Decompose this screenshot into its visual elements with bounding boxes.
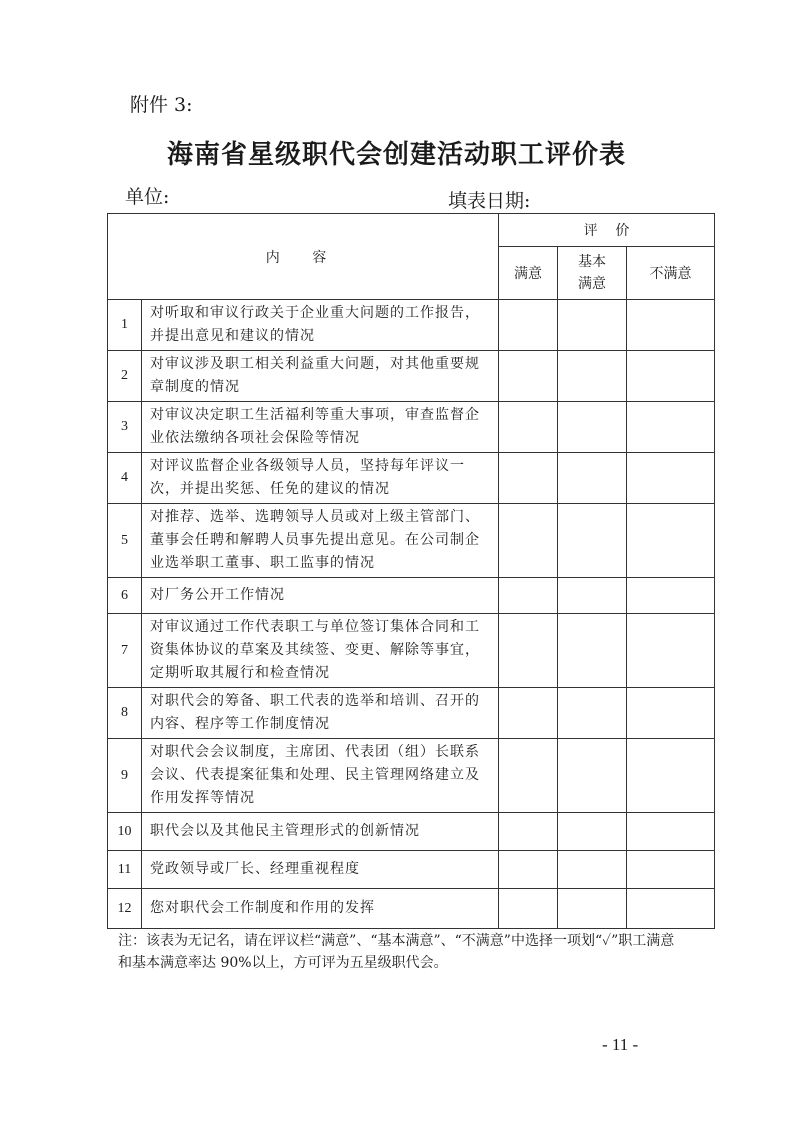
rating-cell-satisfied[interactable] bbox=[499, 351, 558, 402]
row-content: 对厂务公开工作情况 bbox=[142, 578, 499, 614]
row-number: 3 bbox=[108, 402, 142, 453]
rating-cell-satisfied[interactable] bbox=[499, 453, 558, 504]
rating-cell-dissatisfied[interactable] bbox=[627, 851, 715, 889]
table-row bbox=[108, 504, 715, 578]
rating-cell-dissatisfied[interactable] bbox=[627, 813, 715, 851]
row-content: 对审议涉及职工相关利益重大问题，对其他重要规章制度的情况 bbox=[142, 351, 499, 402]
attachment-label: 附件 3: bbox=[130, 94, 193, 116]
rating-cell-basically-satisfied[interactable] bbox=[558, 851, 627, 889]
rating-cell-dissatisfied[interactable] bbox=[627, 402, 715, 453]
rating-cell-satisfied[interactable] bbox=[499, 578, 558, 614]
rating-cell-basically-satisfied[interactable] bbox=[558, 739, 627, 813]
rating-cell-dissatisfied[interactable] bbox=[627, 504, 715, 578]
table-row bbox=[108, 688, 715, 739]
rating-cell-satisfied[interactable] bbox=[499, 300, 558, 351]
row-number: 6 bbox=[108, 578, 142, 614]
form-title: 海南省星级职代会创建活动职工评价表 bbox=[166, 140, 626, 170]
row-number: 11 bbox=[108, 851, 142, 889]
table-row bbox=[108, 351, 715, 402]
table-row bbox=[108, 578, 715, 614]
row-number: 8 bbox=[108, 688, 142, 739]
rating-cell-dissatisfied[interactable] bbox=[627, 739, 715, 813]
row-number: 7 bbox=[108, 614, 142, 688]
row-content: 职代会以及其他民主管理形式的创新情况 bbox=[142, 813, 499, 851]
row-content: 对评议监督企业各级领导人员，坚持每年评议一次，并提出奖惩、任免的建议的情况 bbox=[142, 453, 499, 504]
table-row bbox=[108, 889, 715, 929]
evaluation-header: 评 价 bbox=[499, 214, 715, 247]
rating-cell-satisfied[interactable] bbox=[499, 402, 558, 453]
rating-cell-basically-satisfied[interactable] bbox=[558, 453, 627, 504]
column-basically-satisfied: 基本 满意 bbox=[558, 247, 627, 300]
page-number: - 11 - bbox=[602, 1035, 639, 1054]
table-row bbox=[108, 813, 715, 851]
table-row bbox=[108, 402, 715, 453]
evaluation-table bbox=[107, 213, 715, 929]
rating-cell-basically-satisfied[interactable] bbox=[558, 578, 627, 614]
row-content: 对听取和审议行政关于企业重大问题的工作报告，并提出意见和建议的情况 bbox=[142, 300, 499, 351]
footnote: 注：该表为无记名，请在评议栏“满意”、“基本满意”、“不满意”中选择一项划“✓”职工满意和基本满意率达 90%以上，方可评为五星级职代会。 bbox=[118, 933, 675, 971]
row-content: 对审议通过工作代表职工与单位签订集体合同和工资集体协议的草案及其续签、变更、解除等事宜，定期听取其履行和检查情况 bbox=[142, 614, 499, 688]
table-row bbox=[108, 614, 715, 688]
row-number: 2 bbox=[108, 351, 142, 402]
row-number: 5 bbox=[108, 504, 142, 578]
rating-cell-dissatisfied[interactable] bbox=[627, 889, 715, 929]
rating-cell-satisfied[interactable] bbox=[499, 739, 558, 813]
row-number: 4 bbox=[108, 453, 142, 504]
fill-date-label: 填表日期: bbox=[448, 190, 531, 212]
rating-cell-satisfied[interactable] bbox=[499, 614, 558, 688]
row-content: 对推荐、选举、选聘领导人员或对上级主管部门、董事会任聘和解聘人员事先提出意见。在公司制企业选举职工董事、职工监事的情况 bbox=[142, 504, 499, 578]
row-number: 12 bbox=[108, 889, 142, 929]
rating-cell-dissatisfied[interactable] bbox=[627, 351, 715, 402]
rating-cell-basically-satisfied[interactable] bbox=[558, 504, 627, 578]
row-number: 9 bbox=[108, 739, 142, 813]
column-satisfied: 满意 bbox=[499, 247, 558, 300]
rating-cell-satisfied[interactable] bbox=[499, 813, 558, 851]
row-content: 对审议决定职工生活福利等重大事项，审查监督企业依法缴纳各项社会保险等情况 bbox=[142, 402, 499, 453]
row-content: 对职代会会议制度，主席团、代表团（组）长联系会议、代表提案征集和处理、民主管理网络建立及作用发挥等情况 bbox=[142, 739, 499, 813]
column-dissatisfied: 不满意 bbox=[627, 247, 715, 300]
rating-cell-satisfied[interactable] bbox=[499, 688, 558, 739]
rating-cell-dissatisfied[interactable] bbox=[627, 578, 715, 614]
table-row bbox=[108, 739, 715, 813]
rating-cell-basically-satisfied[interactable] bbox=[558, 688, 627, 739]
rating-cell-dissatisfied[interactable] bbox=[627, 688, 715, 739]
unit-label: 单位: bbox=[125, 186, 170, 208]
row-content: 对职代会的筹备、职工代表的选举和培训、召开的内容、程序等工作制度情况 bbox=[142, 688, 499, 739]
table-row bbox=[108, 300, 715, 351]
rating-cell-basically-satisfied[interactable] bbox=[558, 813, 627, 851]
content-header: 内 容 bbox=[108, 214, 499, 300]
table-row bbox=[108, 453, 715, 504]
rating-cell-satisfied[interactable] bbox=[499, 889, 558, 929]
row-content: 您对职代会工作制度和作用的发挥 bbox=[142, 889, 499, 929]
rating-cell-satisfied[interactable] bbox=[499, 851, 558, 889]
rating-cell-dissatisfied[interactable] bbox=[627, 300, 715, 351]
rating-cell-basically-satisfied[interactable] bbox=[558, 614, 627, 688]
table-row bbox=[108, 851, 715, 889]
rating-cell-basically-satisfied[interactable] bbox=[558, 402, 627, 453]
row-number: 10 bbox=[108, 813, 142, 851]
rating-cell-dissatisfied[interactable] bbox=[627, 453, 715, 504]
rating-cell-basically-satisfied[interactable] bbox=[558, 889, 627, 929]
row-number: 1 bbox=[108, 300, 142, 351]
rating-cell-dissatisfied[interactable] bbox=[627, 614, 715, 688]
rating-cell-basically-satisfied[interactable] bbox=[558, 351, 627, 402]
rating-cell-satisfied[interactable] bbox=[499, 504, 558, 578]
rating-cell-basically-satisfied[interactable] bbox=[558, 300, 627, 351]
row-content: 党政领导或厂长、经理重视程度 bbox=[142, 851, 499, 889]
